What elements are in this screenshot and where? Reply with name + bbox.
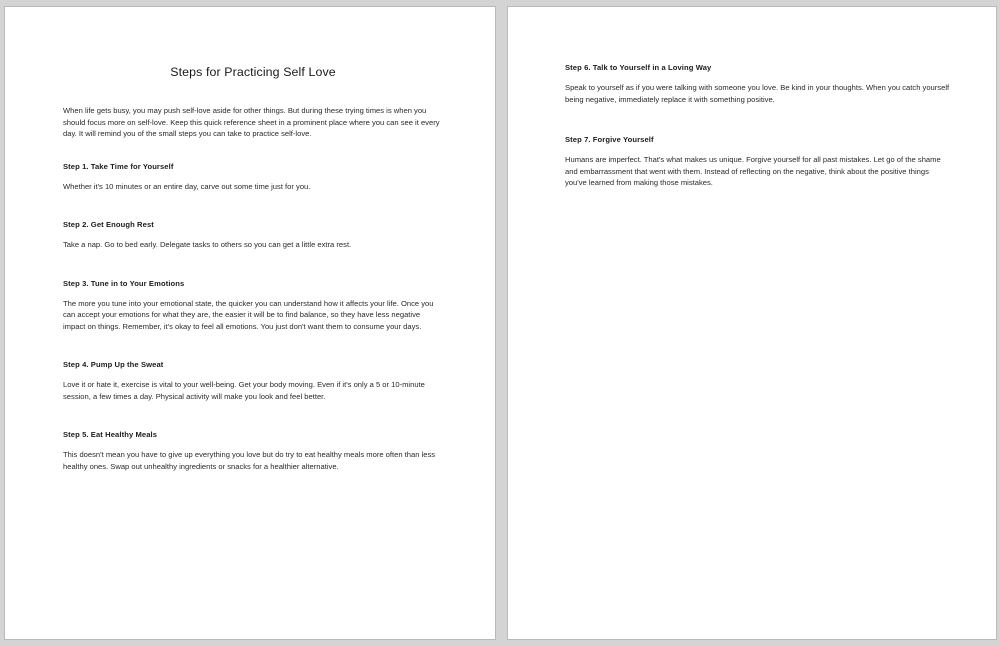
document-title: Steps for Practicing Self Love (170, 65, 336, 79)
step-1-heading: Step 1. Take Time for Yourself (63, 161, 174, 171)
step-5-heading: Step 5. Eat Healthy Meals (63, 430, 158, 439)
step-6 (565, 63, 951, 105)
step-6-body: Speak to yourself as if you were talking with someone you love. Be kind in your thoughts. When you catch yourself being negative, immediately replace it with something positive. (565, 83, 950, 104)
step-2-body: Take a nap. Go to bed early. Delegate tasks to others so you can get a little extra rest. (63, 240, 352, 249)
step-7-heading: Step 7. Forgive Yourself (565, 135, 654, 144)
page-2-content (565, 63, 951, 211)
intro-paragraph: When life gets busy, you may push self-love aside for other things. But during these trying times is when you should focus more on self-love. Keep this quick reference sheet in a prominent place where you can see it every day. It will remind you of the small steps you can take to practice self-love. (63, 106, 440, 138)
step-1-body: Whether it's 10 minutes or an entire day, carve out some time just for you. (63, 181, 311, 191)
step-4 (63, 360, 443, 402)
step-3-body: The more you tune into your emotional state, the quicker you can understand how it affects your life. Once you can accept your emotions for what they are, the easier it will be to find balance, so they have less negative impact on things. Remember, it's okay to feel all emotions. You just don't want them to consume your days. (63, 298, 434, 331)
step-5 (63, 430, 443, 472)
step-4-heading: Step 4. Pump Up the Sweat (63, 360, 164, 369)
step-6-heading: Step 6. Talk to Yourself in a Loving Way (565, 63, 712, 72)
step-7 (565, 135, 951, 189)
step-5-body: This doesn't mean you have to give up everything you love but do try to eat healthy meals more often than less healthy ones. Swap out unhealthy ingredients or snacks for a healthier alternative. (63, 450, 436, 471)
step-4-body: Love it or hate it, exercise is vital to your well-being. Get your body moving. Even if it's only a 5 or 10-minute session, a few times a day. Physical activity will make you look and feel better. (63, 380, 425, 401)
page-2 (507, 6, 997, 640)
page-1-content (63, 65, 443, 494)
step-3 (63, 279, 443, 333)
step-1 (63, 162, 443, 193)
step-3-heading: Step 3. Tune in to Your Emotions (63, 278, 185, 288)
step-7-body: Humans are imperfect. That's what makes us unique. Forgive yourself for all past mistakes. Let go of the shame and embarrassment that went with them. Instead of reflecting on the negative, think about the positive things you've learned from making those mistakes. (565, 155, 941, 187)
step-2-heading: Step 2. Get Enough Rest (63, 220, 154, 229)
page-1 (4, 6, 496, 640)
step-2 (63, 220, 443, 251)
